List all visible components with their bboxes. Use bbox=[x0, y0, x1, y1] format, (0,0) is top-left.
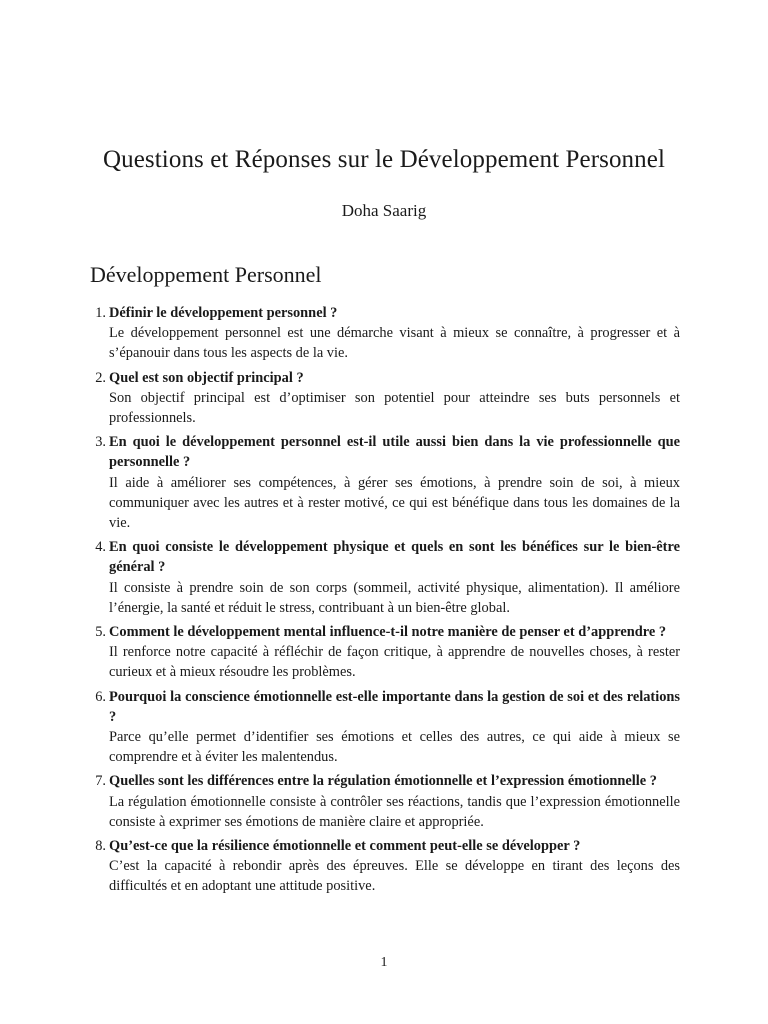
qa-answer: La régulation émotionnelle consiste à contrôler ses réactions, tandis que l’expression émotionnelle consiste à exprimer ses émotions de manière claire et appropriée. bbox=[109, 793, 680, 830]
qa-item-5 bbox=[90, 622, 680, 683]
qa-number: 7. bbox=[95, 773, 106, 790]
qa-answer: Il consiste à prendre soin de son corps (sommeil, activité physique, alimentation). Il améliore l’énergie, la santé et réduit le stress, contribuant à un bien-être global. bbox=[109, 579, 680, 616]
page-number: 1 bbox=[380, 955, 388, 970]
qa-item-6 bbox=[90, 687, 680, 768]
section-title: Développement Personnel bbox=[90, 262, 322, 287]
qa-number: 4. bbox=[95, 539, 106, 556]
qa-answer: Il aide à améliorer ses compétences, à gérer ses émotions, à prendre soin de soi, à mieux communiquer avec les autres et à rester motivé, ce qui est bénéfique dans tous les domaines de la vie. bbox=[109, 474, 680, 532]
qa-number: 3. bbox=[95, 434, 106, 451]
qa-item-1 bbox=[90, 303, 680, 364]
qa-item-7 bbox=[90, 771, 680, 832]
qa-question: Comment le développement mental influence-t-il notre manière de penser et d’apprendre ? bbox=[109, 624, 667, 641]
qa-answer: Il renforce notre capacité à réfléchir de façon critique, à apprendre de nouvelles choses, à rester curieux et à mieux résoudre les problèmes. bbox=[109, 644, 680, 681]
qa-list bbox=[90, 303, 680, 901]
qa-question: En quoi consiste le développement physique et quels en sont les bénéfices sur le bien-être général ? bbox=[109, 539, 680, 576]
qa-question: Définir le développement personnel ? bbox=[109, 305, 338, 321]
qa-answer: Le développement personnel est une démarche visant à mieux se connaître, à progresser et à s’épanouir dans tous les aspects de la vie. bbox=[109, 325, 680, 362]
qa-answer: C’est la capacité à rebondir après des épreuves. Elle se développe en tirant des leçons des difficultés et en adoptant une attitude positive. bbox=[109, 858, 680, 895]
qa-question: Qu’est-ce que la résilience émotionnelle et comment peut-elle se développer ? bbox=[109, 838, 581, 855]
qa-answer: Parce qu’elle permet d’identifier ses émotions et celles des autres, ce qui aide à mieux se comprendre et à éviter les malentendus. bbox=[109, 729, 680, 766]
qa-answer: Son objectif principal est d’optimiser son potentiel pour atteindre ses buts personnels et professionnels. bbox=[109, 389, 680, 427]
qa-item-2 bbox=[90, 368, 680, 429]
qa-question: Pourquoi la conscience émotionnelle est-elle importante dans la gestion de soi et des relations ? bbox=[109, 688, 680, 725]
qa-item-4 bbox=[90, 537, 680, 618]
qa-number: 8. bbox=[95, 838, 106, 855]
qa-question: Quelles sont les différences entre la régulation émotionnelle et l’expression émotionnelle ? bbox=[109, 773, 657, 790]
qa-number: 2. bbox=[95, 369, 106, 386]
author-name: Doha Saarig bbox=[341, 201, 427, 220]
qa-question: Quel est son objectif principal ? bbox=[109, 369, 304, 386]
qa-number: 5. bbox=[95, 624, 106, 641]
document-title: Questions et Réponses sur le Développement Personnel bbox=[102, 146, 666, 173]
qa-question: En quoi le développement personnel est-il utile aussi bien dans la vie professionnelle que personnelle ? bbox=[109, 434, 680, 471]
qa-item-3 bbox=[90, 432, 680, 533]
qa-item-8 bbox=[90, 836, 680, 897]
qa-number: 1. bbox=[95, 305, 106, 321]
qa-number: 6. bbox=[95, 688, 106, 705]
